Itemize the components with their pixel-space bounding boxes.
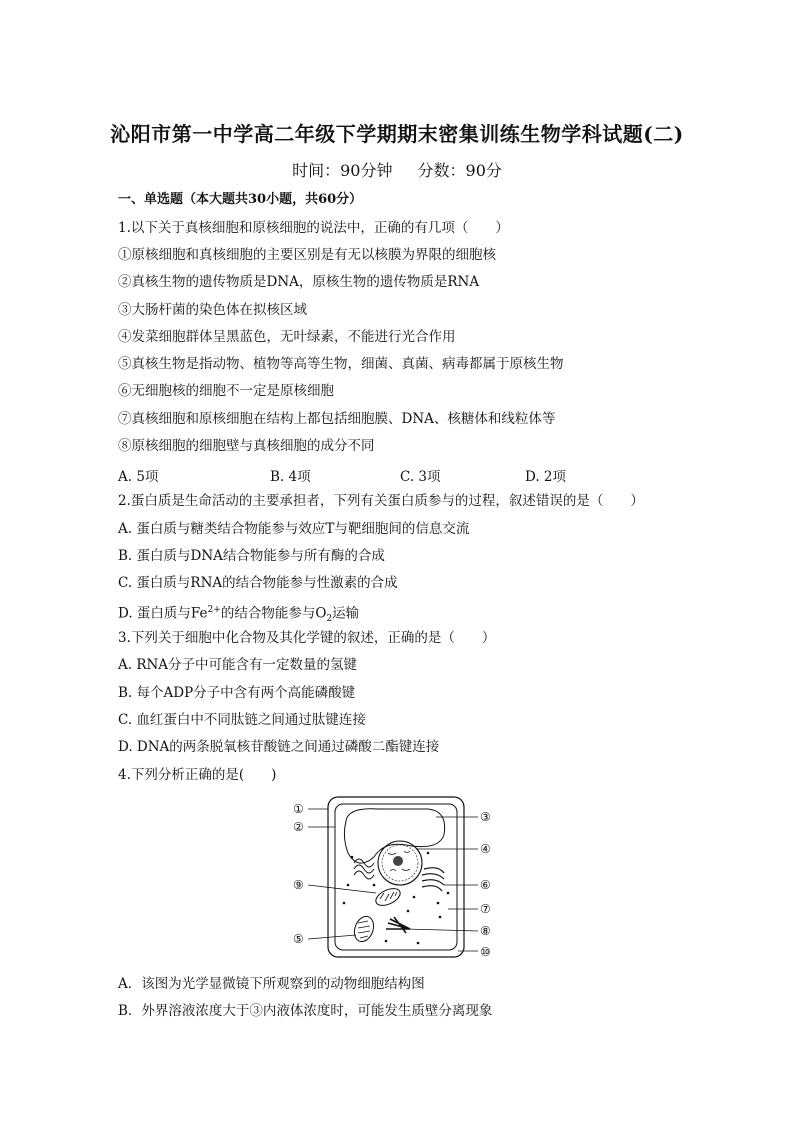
q3-option-b[interactable]: B. 每个ADP分子中含有两个高能磷酸键	[118, 685, 356, 701]
q1-item: ⑤真核生物是指动物、植物等高等生物，细菌、真菌、病毒都属于原核生物	[118, 356, 564, 372]
q4-option-a[interactable]: A．该图为光学显微镜下所观察到的动物细胞结构图	[118, 976, 425, 992]
q3-option-c[interactable]: C. 血红蛋白中不同肽链之间通过肽键连接	[118, 712, 366, 728]
page-title: 沁阳市第一中学高二年级下学期期末密集训练生物学科试题(二)	[110, 122, 684, 146]
label-10: ⑩	[480, 945, 491, 959]
q2-option-a[interactable]: A. 蛋白质与糖类结合物能参与效应T与靶细胞间的信息交流	[118, 521, 470, 537]
q1-item: ⑥无细胞核的细胞不一定是原核细胞	[118, 383, 334, 399]
q1-option-a[interactable]: A. 5项	[118, 469, 159, 485]
q1-item: ⑧原核细胞的细胞壁与真核细胞的成分不同	[118, 438, 375, 454]
label-9: ⑨	[293, 878, 304, 892]
section-heading: 一、单选题（本大题共30小题，共60分）	[118, 192, 363, 207]
q1-item: ②真核生物的遗传物质是DNA，原核生物的遗传物质是RNA	[118, 274, 480, 290]
label-6: ⑥	[480, 878, 491, 892]
q1-option-b[interactable]: B. 4项	[270, 469, 311, 485]
q1-option-d[interactable]: D. 2项	[525, 469, 567, 485]
q2-option-d-suffix: 运输	[332, 605, 360, 622]
label-5: ⑤	[293, 932, 304, 946]
q1-item: ④发菜细胞群体呈黑蓝色，无叶绿素，不能进行光合作用	[118, 329, 456, 345]
q4-stem: 4.下列分析正确的是( )	[118, 767, 277, 783]
label-4: ④	[480, 842, 491, 856]
q1-item: ⑦真核细胞和原核细胞在结构上都包括细胞膜、DNA、核糖体和线粒体等	[118, 411, 556, 427]
q2-option-d-sub: 2	[326, 614, 333, 625]
q2-stem: 2.蛋白质是生命活动的主要承担者，下列有关蛋白质参与的过程，叙述错误的是（ ）	[118, 493, 644, 509]
q3-option-a[interactable]: A. RNA分子中可能含有一定数量的氢键	[118, 657, 358, 673]
q2-option-d-prefix: D. 蛋白质与Fe	[118, 605, 208, 622]
q2-option-d-mid: 的结合物能参与O	[220, 605, 327, 622]
q2-option-b[interactable]: B. 蛋白质与DNA结合物能参与所有酶的合成	[118, 548, 385, 564]
cell-diagram-labels	[288, 793, 506, 963]
exam-time: 时间：90分钟	[292, 161, 393, 180]
label-8: ⑧	[480, 924, 491, 938]
label-3: ③	[480, 810, 491, 824]
label-7: ⑦	[480, 902, 491, 916]
q1-stem: 1.以下关于真核细胞和原核细胞的说法中，正确的有几项（ ）	[118, 220, 509, 236]
q3-option-d[interactable]: D. DNA的两条脱氧核苷酸链之间通过磷酸二酯键连接	[118, 739, 440, 755]
q4-option-b[interactable]: B．外界溶液浓度大于③内液体浓度时，可能发生质壁分离现象	[118, 1003, 493, 1019]
q1-item: ③大肠杆菌的染色体在拟核区域	[118, 302, 307, 318]
exam-info	[0, 158, 794, 181]
label-1: ①	[293, 802, 304, 816]
q2-option-d-sup: 2+	[207, 605, 221, 615]
cell-diagram	[288, 793, 506, 963]
q1-item: ①原核细胞和真核细胞的主要区别是有无以核膜为界限的细胞核	[118, 247, 496, 263]
q1-option-c[interactable]: C. 3项	[400, 469, 441, 485]
q3-stem: 3.下列关于细胞中化合物及其化学键的叙述，正确的是（ ）	[118, 630, 496, 646]
exam-score: 分数：90分	[417, 161, 502, 180]
q2-option-d[interactable]	[118, 601, 359, 628]
q2-option-c[interactable]: C. 蛋白质与RNA的结合物能参与性激素的合成	[118, 575, 398, 591]
label-2: ②	[293, 820, 304, 834]
